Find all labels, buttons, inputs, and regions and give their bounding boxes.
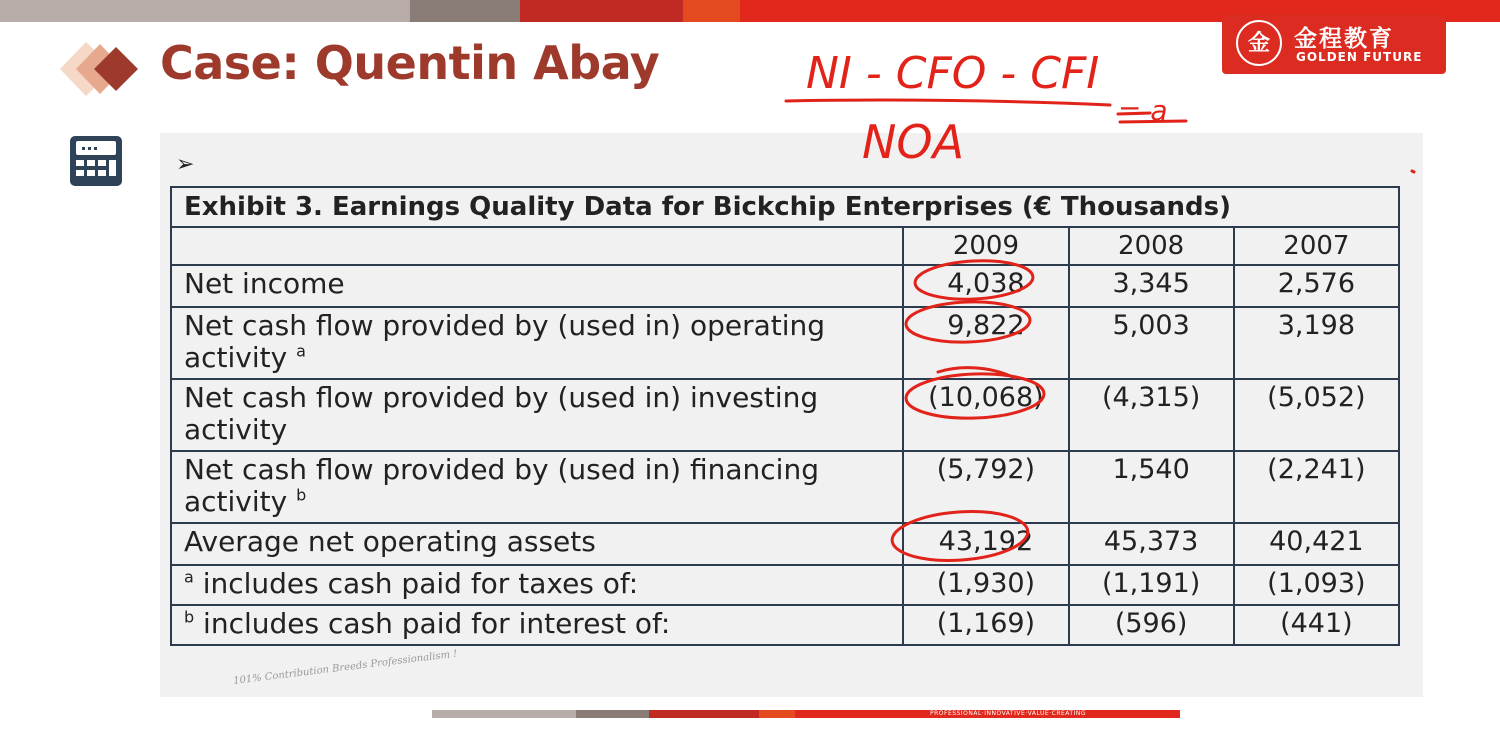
table-row <box>171 379 1399 451</box>
footer-slogan: 101% Contribution Breeds Professionalism ! <box>232 648 458 687</box>
cell-value: 3,345 <box>1069 265 1234 307</box>
cell-value: (1,191) <box>1069 565 1234 605</box>
table-row <box>171 265 1399 307</box>
logo-seal-icon: 金 <box>1236 20 1282 66</box>
year-header-2009: 2009 <box>903 227 1068 265</box>
fraction-line <box>786 100 1110 105</box>
cell-value: 5,003 <box>1069 307 1234 379</box>
cell-value: (441) <box>1234 605 1399 645</box>
cell-value: (2,241) <box>1234 451 1399 523</box>
row-label: Net cash flow provided by (used in) financing activity $^b$ <box>171 451 903 523</box>
year-header-row <box>171 227 1399 265</box>
logo-name-en: GOLDEN FUTURE <box>1296 50 1423 64</box>
logo-name-cn: 金程教育 <box>1294 26 1394 52</box>
equals-stroke <box>1120 121 1186 122</box>
cell-value: 2,576 <box>1234 265 1399 307</box>
cell-value: (1,930) <box>903 565 1068 605</box>
footnote-marker: a <box>296 341 306 361</box>
row-label: Average net operating assets <box>171 523 903 565</box>
row-label: Net cash flow provided by (used in) operating activity $^a$ <box>171 307 903 379</box>
footnote-row <box>171 565 1399 605</box>
cell-value: 4,038 <box>903 265 1068 307</box>
footnote-label: $^a$ includes cash paid for taxes of: <box>171 565 903 605</box>
footer-tagline: PROFESSIONAL·INNOVATIVE·VALUE·CREATING <box>930 710 1086 717</box>
handwritten-denominator: NOA <box>862 115 965 169</box>
cell-value: 3,198 <box>1234 307 1399 379</box>
golden-future-logo <box>1222 14 1446 74</box>
footnote-label: $^b$ includes cash paid for interest of: <box>171 605 903 645</box>
header-blank-cell <box>171 227 903 265</box>
cell-value: 9,822 <box>903 307 1068 379</box>
cell-value: 1,540 <box>1069 451 1234 523</box>
footnote-marker: b <box>296 485 307 505</box>
table-row <box>171 523 1399 565</box>
row-label: Net cash flow provided by (used in) investing activity <box>171 379 903 451</box>
cell-value: (10,068) <box>903 379 1068 451</box>
footnote-row <box>171 605 1399 645</box>
footnote-marker: a <box>184 567 194 587</box>
equals-stroke <box>1118 113 1150 114</box>
exhibit-table <box>170 186 1400 646</box>
handwritten-result: = a <box>1118 94 1168 127</box>
row-label: Net income <box>171 265 903 307</box>
year-header-2008: 2008 <box>1069 227 1234 265</box>
footnote-marker: b <box>184 607 195 627</box>
table-row <box>171 307 1399 379</box>
bullet-arrow-icon: ➢ <box>176 152 195 177</box>
calculator-icon <box>68 134 124 188</box>
cell-value: (1,169) <box>903 605 1068 645</box>
exhibit-title: Exhibit 3. Earnings Quality Data for Bickchip Enterprises (€ Thousands) <box>171 187 1399 227</box>
cell-value: 40,421 <box>1234 523 1399 565</box>
slide-title: Case: Quentin Abay <box>160 36 660 90</box>
year-header-2007: 2007 <box>1234 227 1399 265</box>
cell-value: (596) <box>1069 605 1234 645</box>
cell-value: (1,093) <box>1234 565 1399 605</box>
cell-value: (5,052) <box>1234 379 1399 451</box>
table-row <box>171 451 1399 523</box>
cell-value: 45,373 <box>1069 523 1234 565</box>
exhibit-title-row <box>171 187 1399 227</box>
cell-value: (5,792) <box>903 451 1068 523</box>
cell-value: (4,315) <box>1069 379 1234 451</box>
handwritten-numerator: NI - CFO - CFI <box>806 48 1100 99</box>
cell-value: 43,192 <box>903 523 1068 565</box>
